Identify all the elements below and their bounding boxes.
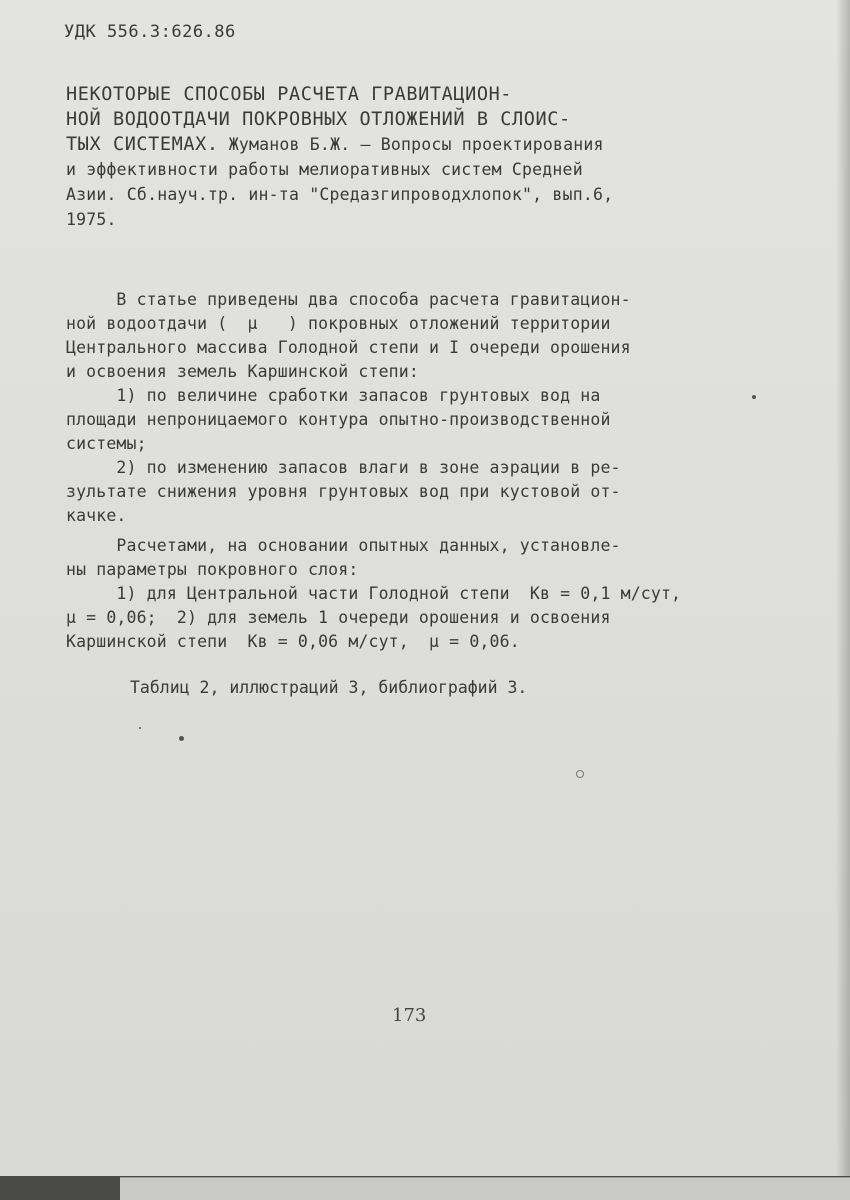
title-author-line [66,132,786,157]
body-line: системы; [66,434,147,453]
citation-line: и эффективности работы мелиоративных систем Средней [66,160,583,179]
body-line: Расчетами, на основании опытных данных, установле- [66,536,621,555]
body-line: зультате снижения уровня грунтовых вод при кустовой от- [66,482,621,501]
tables-figures-count: Таблиц 2, иллюстраций 3, библиографий 3. [130,678,528,697]
next-page-edge [120,1177,850,1200]
page-edge-shadow [836,0,850,1200]
body-line: 1) по величине сработки запасов грунтовых вод на [66,386,601,405]
body-line: 1) для Центральной части Голодной степи Кв = 0,1 м/сут, [66,584,682,603]
citation-line: 1975. [66,210,117,229]
body-line: и освоения земель Каршинской степи: [66,362,419,381]
abstract-header [66,82,786,232]
author-source: Жуманов Б.Ж. – Вопросы проектирования [218,135,604,154]
body-line: Центрального массива Голодной степи и I очереди орошения [66,338,631,357]
speck [139,727,141,729]
abstract-body [66,288,816,654]
title-line: НОЙ ВОДООТДАЧИ ПОКРОВНЫХ ОТЛОЖЕНИЙ В СЛОИС- [66,109,571,130]
title-line: НЕКОТОРЫЕ СПОСОБЫ РАСЧЕТА ГРАВИТАЦИОН- [66,84,513,105]
body-line: ны параметры покровного слоя: [66,560,359,579]
speck [179,736,184,741]
page-number: 173 [392,1005,427,1026]
speck [752,395,756,399]
citation-line: Азии. Сб.науч.тр. ин-та "Средазгипроводхлопок", вып.6, [66,185,614,204]
title-line-end: ТЫХ СИСТЕМАХ. [66,134,219,155]
body-line: площади непроницаемого контура опытно-производственной [66,410,611,429]
speck [576,770,584,778]
udk-code: УДК 556.3:626.86 [64,22,236,42]
body-line: 2) по изменению запасов влаги в зоне аэрации в ре- [66,458,621,477]
body-line: качке. [66,506,127,525]
body-line: μ = 0,06; 2) для земель 1 очереди орошения и освоения [66,608,611,627]
body-line: ной водоотдачи ( μ ) покровных отложений территории [66,314,611,333]
body-line: В статье приведены два способа расчета гравитацион- [66,290,631,309]
body-line: Каршинской степи Кв = 0,06 м/сут, μ = 0,06. [66,632,520,651]
